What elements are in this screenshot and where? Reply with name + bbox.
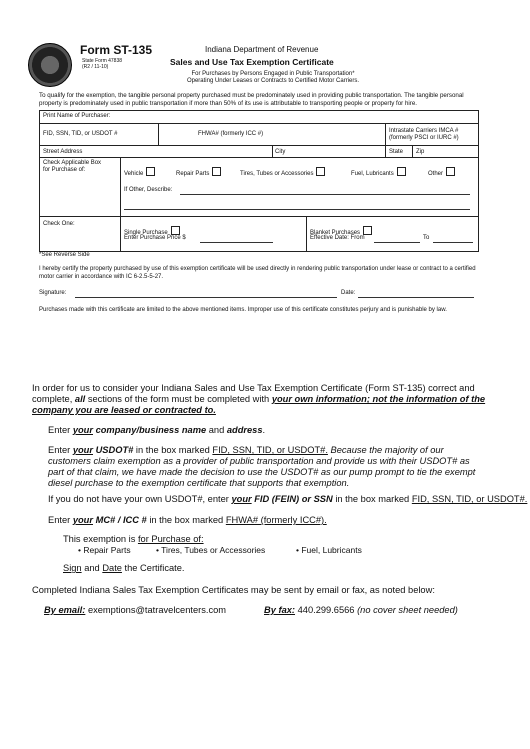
email-link[interactable]: exemptions@tatravelcenters.com: [87, 605, 227, 615]
intro-part-b: sections of the form must be completed with: [87, 394, 270, 404]
intro-own-info: your own information; not the information of the company you are leased or contracted to.: [32, 394, 486, 415]
instr-box-name: FID, SSN, TID, or USDOT#.: [411, 494, 528, 504]
intrastate-label: Intrastate Carriers IMCA #: [389, 128, 459, 134]
blanket-purchase-label: Blanket Purchases: [310, 230, 361, 236]
tires-checkbox[interactable]: [316, 167, 325, 176]
instr-enter: Enter: [48, 445, 71, 455]
revision: (R2 / 11-10): [82, 64, 109, 70]
instruction-fid: [48, 494, 527, 505]
instr-sign: Sign: [63, 563, 82, 573]
blanket-purchase-checkbox[interactable]: [363, 226, 372, 235]
instr-usdot: USDOT#: [95, 445, 134, 455]
purchase-price-field[interactable]: [200, 242, 273, 243]
instr-no-usdot: If you do not have your own USDOT#, enter: [48, 494, 229, 504]
instr-and: and: [84, 563, 100, 573]
bullet-fuel: • Fuel, Lubricants: [296, 545, 362, 555]
intrastate-label-2: (formerly PSCI or IURC #): [389, 135, 459, 141]
instr-exemption-is: This exemption is: [63, 534, 136, 544]
fuel-option[interactable]: [351, 167, 406, 178]
instruction-sign-date: [63, 563, 185, 574]
effective-to-field[interactable]: [433, 242, 473, 243]
instr-date: Date: [102, 563, 122, 573]
instr-your: your: [72, 425, 93, 435]
repair-parts-label: Repair Parts: [176, 171, 210, 177]
effective-from-field[interactable]: [374, 242, 420, 243]
other-checkbox[interactable]: [446, 167, 455, 176]
see-reverse-note: *See Reverse Side: [39, 252, 90, 258]
signature-label: Signature:: [39, 290, 67, 296]
zip-label: Zip: [416, 149, 425, 155]
repair-parts-option[interactable]: [176, 167, 221, 178]
date-field[interactable]: [358, 297, 474, 298]
penalty-text: Purchases made with this certificate are limited to the above mentioned items. Improper use of this certificate constitutes perjury and is punishable by law.: [39, 307, 447, 313]
certification-text: I hereby certify the property purchased by use of this exemption certificate will be used directly in rendering public transportation under lease or contract to a certified motor carrier in accordance with IC 6-2.5-5-27.: [39, 266, 476, 280]
single-purchase-label: Single Purchase: [124, 230, 168, 236]
instruction-send: Completed Indiana Sales Tax Exemption Certificates may be sent by email or fax, as noted below:: [32, 585, 435, 595]
bullet-repair-parts: • Repair Parts: [78, 545, 131, 555]
vehicle-checkbox[interactable]: [146, 167, 155, 176]
fax-line: [264, 605, 458, 616]
state-label: State: [389, 149, 404, 155]
signature-field[interactable]: [75, 297, 337, 298]
repair-parts-checkbox[interactable]: [212, 167, 221, 176]
street-label: Street Address: [43, 149, 83, 155]
instr-company-name: company/business name: [95, 425, 207, 435]
bullet-tires: • Tires, Tubes or Accessories: [156, 545, 266, 555]
form-subtitle: For Purchases by Persons Engaged in Public Transportation*: [191, 71, 355, 77]
instr-in-box: in the box marked: [149, 515, 224, 525]
fuel-checkbox[interactable]: [397, 167, 406, 176]
if-other-field[interactable]: [180, 194, 470, 195]
instr-enter: Enter: [48, 425, 71, 435]
state-seal-icon: [28, 43, 72, 87]
other-option[interactable]: [428, 167, 455, 178]
city-label: City: [275, 149, 286, 155]
instr-in-box: in the box marked: [335, 494, 410, 504]
if-other-label: If Other, Describe:: [124, 187, 173, 193]
email-label: By email:: [44, 605, 86, 615]
email-line: [44, 605, 226, 616]
check-box-label: Check Applicable Box: [43, 160, 102, 166]
instr-in-box: in the box marked: [135, 445, 210, 455]
vehicle-option[interactable]: [124, 167, 155, 178]
fax-note: (no cover sheet needed): [357, 605, 458, 615]
state-form-number: State Form 47838: [82, 58, 123, 64]
fid-label: FID, SSN, TID, or USDOT #: [43, 131, 118, 137]
date-label: Date:: [341, 290, 356, 296]
instr-and: and: [208, 425, 225, 435]
instr-your: your: [72, 515, 93, 525]
fuel-label: Fuel, Lubricants: [351, 171, 394, 177]
instr-mc: MC# / ICC #: [95, 515, 147, 525]
form-subtitle-2: Operating Under Leases or Contracts to Certified Motor Carriers.: [186, 78, 360, 84]
tires-option[interactable]: [240, 167, 325, 178]
instr-fid: FID (FEIN) or SSN: [254, 494, 333, 504]
if-other-field-line-2[interactable]: [124, 209, 470, 210]
fhwa-label: FHWA# (formerly ICC #): [198, 131, 264, 137]
check-one-label: Check One:: [43, 221, 75, 227]
instruction-usdot: [48, 445, 488, 489]
instructions-intro: [32, 383, 500, 416]
instr-enter: Enter: [48, 515, 71, 525]
instr-your: your: [72, 445, 93, 455]
intro-text: To qualify for the exemption, the tangible personal property purchased must be predominately used in providing public transportation. The tangible personal property is predominately used in public transportation if more than 50% of its use is attributable to transporting people or property for hire.: [39, 92, 464, 107]
purchase-price-label: Enter Purchase Price $: [124, 235, 186, 241]
tires-label: Tires, Tubes or Accessories: [240, 171, 314, 177]
instruction-mc: [48, 515, 327, 526]
other-label: Other: [428, 171, 444, 177]
intro-all: all: [74, 394, 86, 404]
instr-box-name: FID, SSN, TID, or USDOT#.: [212, 445, 328, 455]
instruction-company: Enter your company/business name and address.: [48, 425, 266, 435]
fax-label: By fax:: [264, 605, 296, 615]
instr-address: address: [226, 425, 263, 435]
purchaser-form-table: [39, 110, 479, 252]
form-number: Form ST-135: [80, 43, 153, 57]
form-title: Sales and Use Tax Exemption Certificate: [170, 57, 334, 67]
effective-to-label: To: [423, 235, 430, 241]
instr-purchase-of: for Purchase of:: [137, 534, 204, 544]
agency-name: Indiana Department of Revenue: [205, 45, 319, 54]
vehicle-label: Vehicle: [124, 171, 144, 177]
effective-date-label: Effective Date: From: [310, 235, 365, 241]
instr-usdot-explanation: Because the majority of our customers claim exemption as a provider of public transportation and provide us with their USDOT# as part of that claim, we have made the decision to use the USDOT# as our pump prompt to tie the exempt diesel purchase to the exemption certificate that supports that exemption.: [48, 445, 476, 488]
check-box-label-2: for Purchase of:: [43, 167, 86, 173]
intro-part-a: In order for us to consider your Indiana Sales and Use Tax Exemption Certificate (Form ST-135) correct and complete,: [32, 383, 475, 404]
instr-your: your: [231, 494, 252, 504]
print-name-label: Print Name of Purchaser:: [43, 113, 111, 119]
instruction-purchase-of: [63, 534, 204, 545]
single-purchase-checkbox[interactable]: [171, 226, 180, 235]
instr-certificate: the Certificate.: [124, 563, 185, 573]
instr-box-name: FHWA# (formerly ICC#).: [225, 515, 327, 525]
fax-number: 440.299.6566: [297, 605, 355, 615]
